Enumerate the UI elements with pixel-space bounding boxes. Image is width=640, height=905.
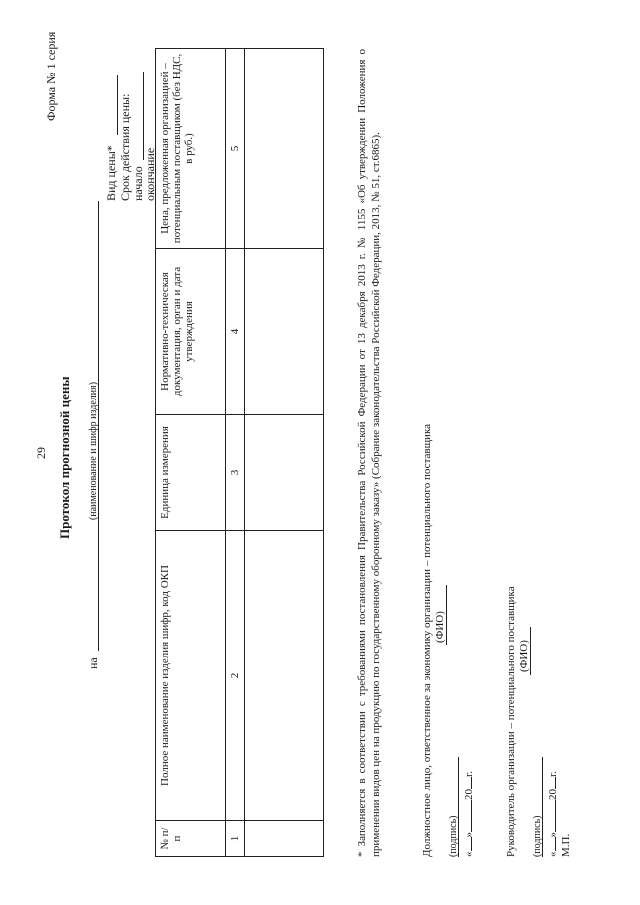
- empty-cell: [245, 415, 324, 531]
- sign2-date-mid: »: [547, 832, 559, 838]
- table-empty-row: [245, 49, 324, 857]
- empty-cell: [245, 249, 324, 415]
- sign1-fio: (ФИО): [434, 611, 446, 643]
- sign2-fio-line: [530, 627, 531, 675]
- table-number-row: [226, 49, 245, 857]
- sign2-date-open: «: [547, 851, 559, 857]
- sign2-podpis: (подпись): [532, 815, 543, 857]
- sign2-date-g: г.: [547, 770, 559, 777]
- col-number-5: 5: [226, 49, 245, 249]
- page-number: 29: [34, 447, 48, 459]
- empty-cell: [245, 49, 324, 249]
- form-label: Форма № 1 серия: [44, 31, 58, 121]
- empty-cell: [245, 821, 324, 857]
- sign1-date-mid: »: [463, 832, 475, 838]
- sign1-date-g: г.: [463, 770, 475, 777]
- sign1-date-year: 20: [463, 789, 475, 800]
- end-label: окончание: [143, 147, 157, 201]
- sign1-date: [463, 771, 475, 857]
- start-label: начало: [131, 166, 145, 201]
- table-header-row: [156, 49, 226, 857]
- empty-cell: [245, 531, 324, 821]
- start-line: [143, 72, 144, 160]
- sign1-podpis: (подпись): [448, 815, 459, 857]
- na-label: на: [86, 657, 100, 669]
- col-number-4: 4: [226, 249, 245, 415]
- footnote: * Заполняется в соответствии с требованиями постановления Правительства Российской Федерации от 13 декабря 2013 г. № 1155 «Об утверждении Положения о применении видов цен на продукцию по государственному оборонному заказу» (Собрание законодательства Российской Федерации, 2013, № 51, ст.6865).: [356, 49, 382, 857]
- price-type-label: Вид цены*: [104, 145, 118, 201]
- col-number-2: 2: [226, 531, 245, 821]
- stamp-place-label: М.П.: [560, 833, 572, 857]
- sign2-fio: (ФИО): [518, 640, 530, 672]
- price-table: [155, 48, 324, 857]
- sign2-title: Руководитель организации – потенциального поставщика: [505, 586, 517, 857]
- col-header-documentation: Нормативно-техническая документация, орган и дата утверждения: [156, 249, 226, 415]
- sign2-date-year: 20: [547, 789, 559, 800]
- col-header-number: № п/п: [156, 821, 226, 857]
- col-header-price: Цена, предложенная организацией – потенциальным поставщиком (без НДС, в руб.): [156, 49, 226, 249]
- col-header-product-name: Полное наименование изделия шифр, код ОКП: [156, 531, 226, 821]
- sign1-date-open: «: [463, 851, 475, 857]
- sign1-fio-line: [446, 585, 447, 645]
- col-header-unit: Единица измерения: [156, 415, 226, 531]
- product-name-caption: (наименование и шифр изделия): [88, 381, 99, 520]
- page-title: Протокол прогнозной цены: [57, 376, 72, 539]
- col-number-3: 3: [226, 415, 245, 531]
- sign2-date: [547, 771, 559, 857]
- sign1-title: Должностное лицо, ответственное за экономику организации – потенциального поставщика: [421, 423, 433, 857]
- col-number-1: 1: [226, 821, 245, 857]
- validity-label: Срок действия цены:: [118, 93, 132, 201]
